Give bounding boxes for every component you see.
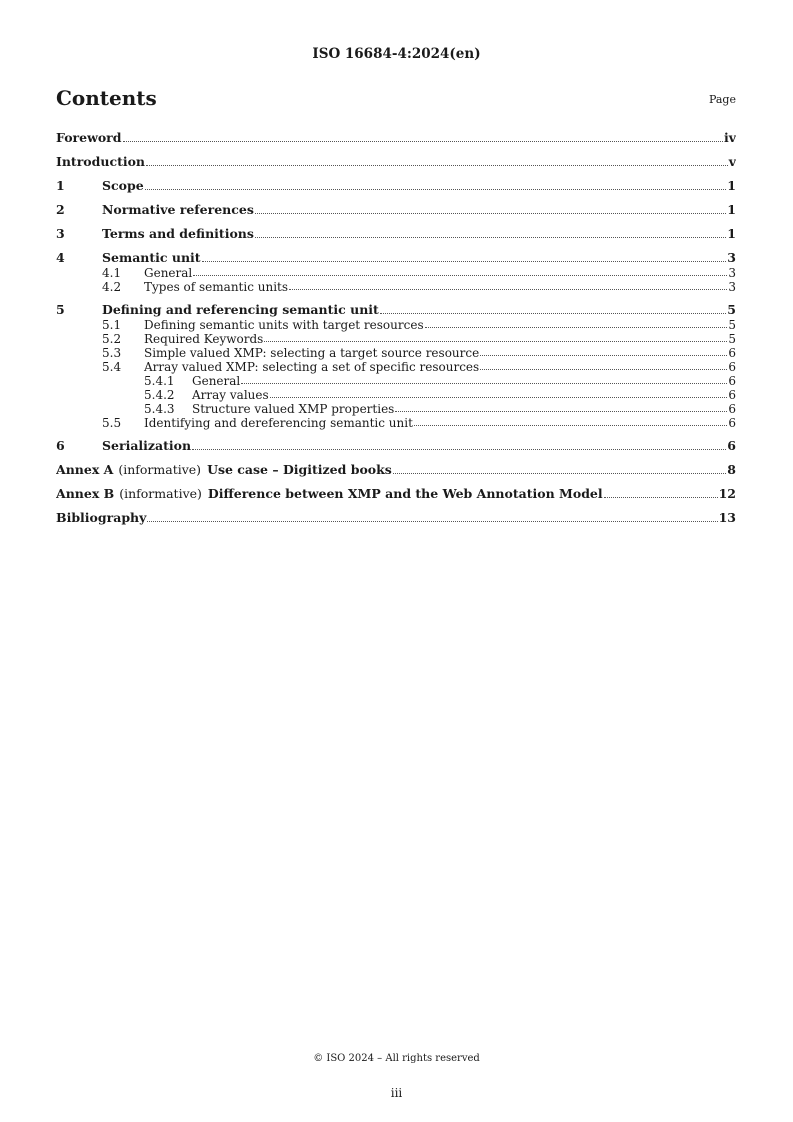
toc-entry-number: 5.4.1 xyxy=(144,374,175,388)
annex-info: (informative) xyxy=(119,486,202,501)
toc-entry-page: 6 xyxy=(728,346,736,360)
toc-entry-5-1[interactable] xyxy=(56,318,736,332)
contents-title: Contents xyxy=(56,86,157,110)
dot-leader xyxy=(255,237,726,238)
toc-entry-number: 2 xyxy=(56,202,65,217)
dot-leader xyxy=(146,165,728,166)
page-column-label: Page xyxy=(708,93,736,106)
toc-entry-title: Terms and definitions xyxy=(102,226,254,241)
toc-entry-page: 6 xyxy=(727,438,736,453)
toc-entry-number: 4.1 xyxy=(102,266,122,280)
toc-entry-5-2[interactable] xyxy=(56,332,736,346)
dot-leader xyxy=(270,397,728,398)
toc-entry-page: 1 xyxy=(727,226,736,241)
toc-entry-page: v xyxy=(728,154,736,169)
toc-entry-scope[interactable] xyxy=(56,178,736,194)
toc-entry-title: Scope xyxy=(102,178,144,193)
toc-entry-title: Foreword xyxy=(56,130,122,145)
dot-leader xyxy=(202,261,727,262)
dot-leader xyxy=(147,521,717,522)
dot-leader xyxy=(241,383,727,384)
dot-leader xyxy=(414,425,727,426)
toc-entry-number: 5.5 xyxy=(102,416,122,430)
toc-entry-title: Array values xyxy=(192,388,269,402)
toc-entry-introduction[interactable] xyxy=(56,154,736,170)
toc-entry-number: 5 xyxy=(56,302,65,317)
toc-entry-title: Simple valued XMP: selecting a target source resource xyxy=(144,346,480,360)
dot-leader xyxy=(380,313,726,314)
toc-entry-serialization[interactable] xyxy=(56,438,736,454)
dot-leader xyxy=(393,473,726,474)
toc-entry-title: Identifying and dereferencing semantic unit xyxy=(144,416,413,430)
toc-entry-page: 3 xyxy=(728,280,736,294)
table-of-contents xyxy=(56,130,736,526)
toc-entry-number: 5.4 xyxy=(102,360,122,374)
toc-entry-title: Difference between XMP and the Web Annotation Model xyxy=(207,486,603,501)
annex-label: Annex A xyxy=(56,462,114,477)
dot-leader xyxy=(480,355,727,356)
toc-entry-5-4-3[interactable] xyxy=(56,402,736,416)
toc-entry-number: 1 xyxy=(56,178,65,193)
toc-entry-title: Array valued XMP: selecting a set of specific resources xyxy=(144,360,480,374)
toc-entry-number: 4.2 xyxy=(102,280,122,294)
toc-entry-title: Semantic unit xyxy=(102,250,201,265)
dot-leader xyxy=(395,411,727,412)
toc-entry-page: iv xyxy=(723,130,736,145)
toc-entry-4-2[interactable] xyxy=(56,280,736,294)
dot-leader xyxy=(123,141,723,142)
dot-leader xyxy=(255,213,726,214)
toc-entry-number: 4 xyxy=(56,250,65,265)
toc-entry-annex-a[interactable] xyxy=(56,462,736,478)
toc-entry-page: 6 xyxy=(728,374,736,388)
toc-entry-bibliography[interactable] xyxy=(56,510,736,526)
dot-leader xyxy=(145,189,727,190)
contents-title-row xyxy=(56,86,736,110)
dot-leader xyxy=(480,369,727,370)
dot-leader xyxy=(289,289,727,290)
dot-leader xyxy=(425,327,728,328)
dot-leader xyxy=(193,275,727,276)
toc-entry-5-4-1[interactable] xyxy=(56,374,736,388)
toc-entry-title: Defining and referencing semantic unit xyxy=(102,302,379,317)
toc-entry-defining-and-referencing[interactable] xyxy=(56,302,736,318)
dot-leader xyxy=(264,341,727,342)
document-id-header: ISO 16684-4:2024(en) xyxy=(312,46,481,62)
toc-entry-number: 6 xyxy=(56,438,65,453)
toc-entry-normative-references[interactable] xyxy=(56,202,736,218)
toc-entry-title: Normative references xyxy=(102,202,254,217)
toc-entry-number: 5.3 xyxy=(102,346,122,360)
toc-entry-title: General xyxy=(192,374,241,388)
toc-entry-title: Required Keywords xyxy=(144,332,264,346)
toc-entry-page: 5 xyxy=(728,332,736,346)
toc-entry-page: 1 xyxy=(727,178,736,193)
toc-entry-page: 1 xyxy=(727,202,736,217)
dot-leader xyxy=(604,497,718,498)
toc-entry-page: 5 xyxy=(728,318,736,332)
toc-entry-4-1[interactable] xyxy=(56,266,736,280)
toc-entry-page: 3 xyxy=(728,266,736,280)
toc-entry-5-4-2[interactable] xyxy=(56,388,736,402)
toc-entry-number: 5.4.2 xyxy=(144,388,175,402)
toc-entry-terms-and-definitions[interactable] xyxy=(56,226,736,242)
copyright-footer: © ISO 2024 – All rights reserved xyxy=(313,1053,480,1064)
toc-entry-page: 12 xyxy=(718,486,736,501)
toc-entry-number: 5.2 xyxy=(102,332,122,346)
toc-entry-title: Structure valued XMP properties xyxy=(192,402,395,416)
toc-entry-title: Introduction xyxy=(56,154,146,169)
toc-entry-page: 3 xyxy=(727,250,736,265)
annex-info: (informative) xyxy=(118,462,202,477)
toc-entry-title: Types of semantic units xyxy=(144,280,289,294)
toc-entry-5-3[interactable] xyxy=(56,346,736,360)
toc-entry-page: 6 xyxy=(728,416,736,430)
toc-entry-number: 5.4.3 xyxy=(144,402,175,416)
toc-entry-page: 6 xyxy=(728,402,736,416)
toc-entry-title: Defining semantic units with target resources xyxy=(144,318,424,332)
page-number: iii xyxy=(390,1086,403,1100)
toc-entry-page: 13 xyxy=(718,510,736,525)
toc-entry-title: Bibliography xyxy=(56,510,147,525)
toc-entry-page: 6 xyxy=(728,388,736,402)
toc-entry-title: General xyxy=(144,266,193,280)
toc-entry-page: 5 xyxy=(727,302,736,317)
toc-entry-page: 6 xyxy=(728,360,736,374)
toc-entry-number: 3 xyxy=(56,226,65,241)
toc-entry-title: Serialization xyxy=(102,438,192,453)
toc-entry-annex-b[interactable] xyxy=(56,486,736,502)
annex-label: Annex B xyxy=(56,486,115,501)
toc-entry-semantic-unit[interactable] xyxy=(56,250,736,266)
dot-leader xyxy=(192,449,726,450)
toc-entry-5-4[interactable] xyxy=(56,360,736,374)
toc-entry-page: 8 xyxy=(727,462,736,477)
toc-entry-5-5[interactable] xyxy=(56,416,736,430)
toc-entry-number: 5.1 xyxy=(102,318,122,332)
toc-entry-foreword[interactable] xyxy=(56,130,736,146)
toc-entry-title: Use case – Digitized books xyxy=(207,462,392,477)
